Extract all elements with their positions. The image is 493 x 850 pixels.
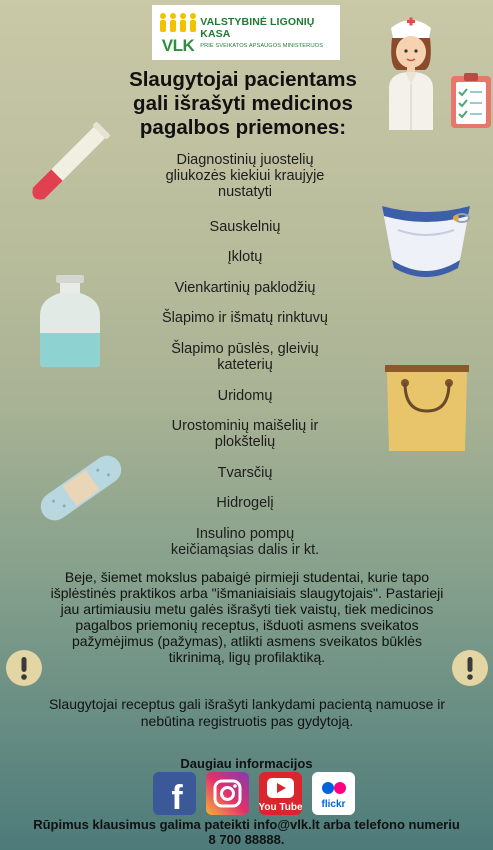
bandage-icon bbox=[33, 450, 129, 526]
bottle-icon bbox=[38, 275, 102, 367]
exclamation-icon bbox=[452, 650, 488, 686]
list-item: Šlapimo ir išmatų rinktuvų bbox=[162, 310, 328, 326]
title-line: pagalbos priemones: bbox=[139, 116, 347, 139]
vlk-mark-text: VLK bbox=[161, 35, 195, 55]
facebook-link[interactable] bbox=[153, 772, 196, 815]
youtube-icon bbox=[259, 772, 302, 815]
svg-text:You Tube: You Tube bbox=[259, 802, 302, 813]
page-title bbox=[98, 68, 388, 140]
people-icon bbox=[158, 12, 198, 34]
vlk-logo bbox=[152, 5, 340, 60]
vlk-logo-mark bbox=[158, 10, 194, 56]
svg-text:flickr: flickr bbox=[321, 799, 346, 810]
instagram-icon bbox=[206, 772, 249, 815]
list-item: Uridomų bbox=[217, 388, 273, 404]
list-item: Urostominių maišelių ir plokštelių bbox=[171, 418, 319, 450]
list-item: Hidrogelį bbox=[216, 495, 274, 511]
test-tube-icon bbox=[14, 118, 114, 218]
clipboard-icon bbox=[449, 72, 493, 130]
logo-subtitle: PRIE SVEIKATOS APSAUGOS MINISTERIJOS bbox=[200, 43, 324, 49]
list-item: Insulino pompų keičiamąsias dalis ir kt. bbox=[170, 526, 320, 558]
list-item: Šlapimo pūslės, gleivių kateterių bbox=[171, 341, 319, 373]
footer-line: Rūpimus klausimus galima pateikti info@vlk.lt arba telefono numeriu bbox=[33, 817, 460, 832]
list-item: Tvarsčių bbox=[217, 465, 273, 481]
svg-text:f: f bbox=[171, 779, 183, 815]
title-line: gali išrašyti medicinos bbox=[133, 92, 353, 115]
diaper-icon bbox=[378, 200, 474, 282]
list-item: Sauskelnių bbox=[209, 219, 281, 235]
list-item: Vienkartinių paklodžių bbox=[174, 280, 316, 296]
info-paragraph: Beje, šiemet mokslus pabaigė pirmieji studentai, kurie tapo išplėstinės praktikos arba "išmaniaisiais slaugytojais". Pastarieji jau artimiausiu metu galės išrašyti tiek vaistų, tiek medicinos pagalbos priemonių receptus, išduoti asmens sveikatos pažymėjimus (pažymas), atlikti asmens sveikatos būklės tikrinimą, ligų profilaktiką. bbox=[50, 569, 444, 665]
title-line: Slaugytojai pacientams bbox=[129, 68, 357, 91]
facebook-icon bbox=[153, 772, 196, 815]
flickr-link[interactable] bbox=[312, 772, 355, 815]
list-item: Diagnostinių juostelių gliukozės kiekiui kraujyje nustatyti bbox=[165, 152, 325, 200]
more-info-heading: Daugiau informacijos bbox=[180, 756, 313, 771]
flickr-icon bbox=[312, 772, 355, 815]
logo-title: VALSTYBINĖ LIGONIŲ KASA bbox=[200, 16, 315, 40]
bag-icon bbox=[385, 365, 469, 453]
contact-footer bbox=[0, 817, 493, 847]
exclamation-icon bbox=[6, 650, 42, 686]
instagram-link[interactable] bbox=[206, 772, 249, 815]
note-paragraph: Slaugytojai receptus gali išrašyti lankydami pacientą namuose ir nebūtina registruotis pas gydytoją. bbox=[48, 696, 446, 729]
youtube-link[interactable] bbox=[259, 772, 302, 815]
list-item: Įklotų bbox=[227, 249, 263, 265]
nurse-icon bbox=[383, 8, 439, 130]
footer-line: 8 700 88888. bbox=[208, 832, 285, 847]
